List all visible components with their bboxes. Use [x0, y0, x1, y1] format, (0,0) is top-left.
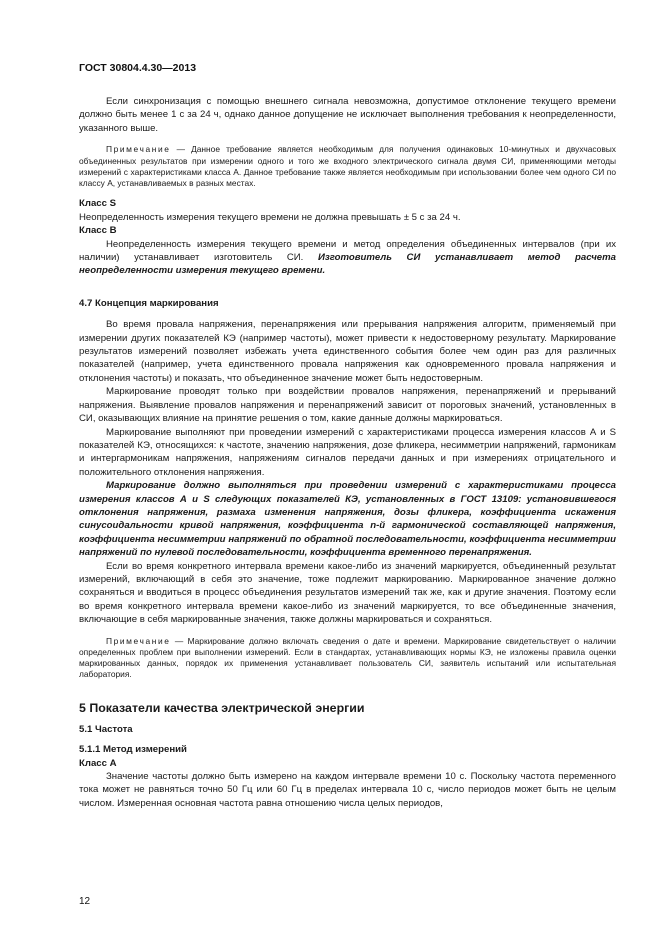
note-label: Примечание: [106, 144, 171, 155]
section-4-7-heading: 4.7 Концепция маркирования: [79, 297, 219, 309]
note-marking: [79, 636, 616, 681]
document-header: ГОСТ 30804.4.30—2013: [79, 62, 197, 74]
note-label: Примечание: [106, 635, 171, 646]
section-5-heading: 5 Показатели качества электрической энергии: [79, 700, 365, 715]
section-5-1-1-heading: 5.1.1 Метод измерений: [79, 744, 187, 756]
class-b-plain: Неопределенность измерения текущего времени и метод определения объединенных интервалов (при их наличии) устанавливает изготовитель СИ.: [79, 238, 616, 264]
section-4-7-paragraph-3: Маркирование выполняют при проведении измерений с характеристиками процесса измерения классов А и S показателей КЭ, относящихся: к частоте, значению напряжения, дозе фликера, несимметрии напряжений, гармоникам и интергармоникам напряжения, напряжениям сигналов передачи данных и при измерениях отрицательного и положительного отклонения напряжения.: [79, 426, 616, 478]
section-5-1-heading: 5.1 Частота: [79, 723, 133, 735]
section-4-7-paragraph-5: Если во время конкретного интервала времени какое-либо из значений маркируется, объединенный результат измерений, включающий в себя это значение, тоже подлежит маркированию. Маркированное значение должно сохраняться и вводиться в процесс объединения результатов измерений так же, как и другие значения. Поэтому если во время конкретного интервала времени какое-либо из значений маркируется, то все объединенные значения, включающие в себя маркированные значения, также должны маркироваться и сохраняться.: [79, 560, 616, 626]
class-s-heading: Класс S: [79, 198, 117, 210]
section-4-7-paragraph-2: Маркирование проводят только при воздействии провалов напряжения, перенапряжений и прерываний напряжения. Выявление провалов напряжения и перенапряжений зависит от пороговых значений, установленных в СИ, оказывающих влияние на принятие решения о том, какие данные должны маркироваться.: [79, 386, 616, 425]
section-5-1-1-paragraph: Значение частоты должно быть измерено на каждом интервале времени 10 с. Поскольку частота переменного тока может не равняться точно 50 Гц или 60 Гц в пределах интервала 10 с, число периодов может быть не целым числом. Измеренная основная частота равна отношению числа целых периодов,: [79, 771, 616, 809]
class-b-emphasis: Изготовитель СИ устанавливает метод расчета неопределенности измерения текущего времени.: [79, 252, 616, 277]
note-text: — Данное требование является необходимым для получения одинаковых 10-минутных и двухчасовых объединенных результатов при измерении одного и того же входного электрического сигнала двумя СИ, применяющими методы измерений с характеристиками класса А. Данное требование также является необходимым при использовании более чем одного СИ по классу А, устанавливаемых в разных местах.: [79, 144, 616, 189]
class-b-heading: Класс В: [79, 225, 117, 237]
paragraph-sync: Если синхронизация с помощью внешнего сигнала невозможна, допустимое отклонение текущего времени должно быть менее 1 с за 24 ч, однако данное допущение не исключает выполнения требования к неопределенности, указанного выше.: [79, 96, 616, 134]
section-4-7-paragraph-1: Во время провала напряжения, перенапряжения или прерывания напряжения алгоритм, применяемый при измерении других показателей КЭ (например частоты), может привести к недостоверному результату. Маркирование результатов измерений позволяет избежать учета единственного события более чем один раз для различных показателей (например, учета единственного провала напряжения как одновременного провала напряжения и отклонения частоты) и показать, что объединенное значение может быть недостоверным.: [79, 319, 616, 384]
section-4-7-paragraph-4: Маркирование должно выполняться при проведении измерений с характеристиками процесса измерения классов А и S следующих показателей КЭ, установленных в ГОСТ 13109: установившегося отклонения напряжения, размаха изменения напряжения, дозы фликера, коэффициента искажения синусоидальности кривой напряжения, коэффициента n-й гармонической составляющей напряжения, коэффициента несимметрии напряжений по обратной последовательности, коэффициента несимметрии напряжений по нулевой последовательности, коэффициента временного перенапряжения.: [79, 480, 616, 559]
class-a-heading: Класс А: [79, 757, 117, 769]
class-b-text: [79, 238, 616, 278]
note-requirement: [79, 144, 616, 189]
page-number: 12: [79, 896, 91, 907]
document-body: [79, 95, 616, 810]
note-text: — Маркирование должно включать сведения о дате и времени. Маркирование свидетельствует о наличии определенных проблем при выполнении измерений. Если в стандартах, устанавливающих нормы КЭ, не изложены правила оценки маркированных данных, порядок их применения устанавливает пользователь СИ, заявитель испытаний или испытательная лаборатория.: [79, 635, 616, 680]
class-s-text: Неопределенность измерения текущего времени не должна превышать ± 5 с за 24 ч.: [79, 211, 461, 223]
